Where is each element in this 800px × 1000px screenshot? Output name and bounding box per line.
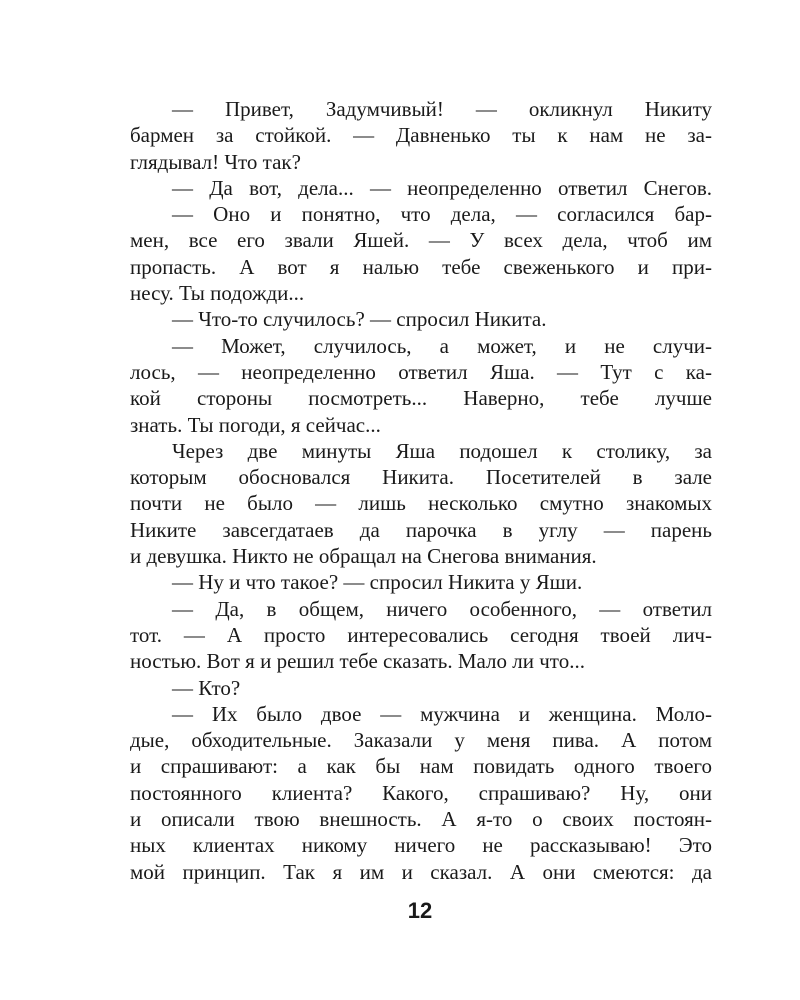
text-line: и спрашивают: а как бы нам повидать одного твоего — [130, 754, 712, 779]
text-line: — Их было двое — мужчина и женщина. Моло- — [172, 701, 712, 726]
text-line: мен, все его звали Яшей. — У всех дела, чтоб им — [130, 228, 712, 253]
text-line: несу. Ты подожди... — [130, 281, 305, 306]
text-line: ностью. Вот я и решил тебе сказать. Мало ли что... — [130, 649, 585, 674]
text-line: — Привет, Задумчивый! — окликнул Никиту — [172, 97, 712, 121]
text-line: — Да вот, дела... — неопределенно ответил Снегов. — [172, 175, 712, 200]
text-line: Никите завсегдатаев да парочка в углу — парень — [130, 517, 712, 542]
text-line: кой стороны посмотреть... Наверно, тебе лучше — [130, 386, 712, 411]
text-line: — Может, случилось, а может, и не случи- — [172, 333, 712, 358]
text-line: — Ну и что такое? — спросил Никита у Яши. — [172, 570, 583, 595]
text-line: — Что-то случилось? — спросил Никита. — [172, 307, 547, 332]
text-line: Через две минуты Яша подошел к столику, за — [172, 438, 712, 463]
text-line: бармен за стойкой. — Давненько ты к нам не за- — [130, 123, 712, 148]
text-line: знать. Ты погоди, я сейчас... — [130, 412, 381, 437]
text-line: лось, — неопределенно ответил Яша. — Тут с ка- — [130, 359, 712, 384]
text-line: — Оно и понятно, что дела, — согласился бар- — [172, 202, 712, 227]
text-line: почти не было — лишь несколько смутно знакомых — [130, 491, 712, 516]
text-line: постоянного клиента? Какого, спрашиваю? Ну, они — [130, 780, 712, 805]
text-line: мой принцип. Так я им и сказал. А они смеются: да — [130, 859, 712, 884]
text-line: тот. — А просто интересовались сегодня твоей лич- — [130, 622, 712, 647]
text-line: пропасть. А вот я налью тебе свеженького и при- — [130, 254, 712, 279]
text-line: ных клиентах никому ничего не рассказываю! Это — [130, 833, 712, 858]
text-line: дые, обходительные. Заказали у меня пива. А потом — [130, 728, 712, 753]
page-number: 12 — [407, 898, 433, 923]
text-line: которым обосновался Никита. Посетителей в зале — [130, 465, 712, 490]
page-text — [130, 96, 712, 885]
text-line: глядывал! Что так? — [130, 149, 301, 174]
text-line: — Да, в общем, ничего особенного, — ответил — [172, 596, 712, 621]
text-line: и описали твою внешность. А я-то о своих постоян- — [130, 807, 712, 832]
text-line: — Кто? — [172, 675, 241, 700]
text-line: и девушка. Никто не обращал на Снегова внимания. — [130, 544, 597, 569]
